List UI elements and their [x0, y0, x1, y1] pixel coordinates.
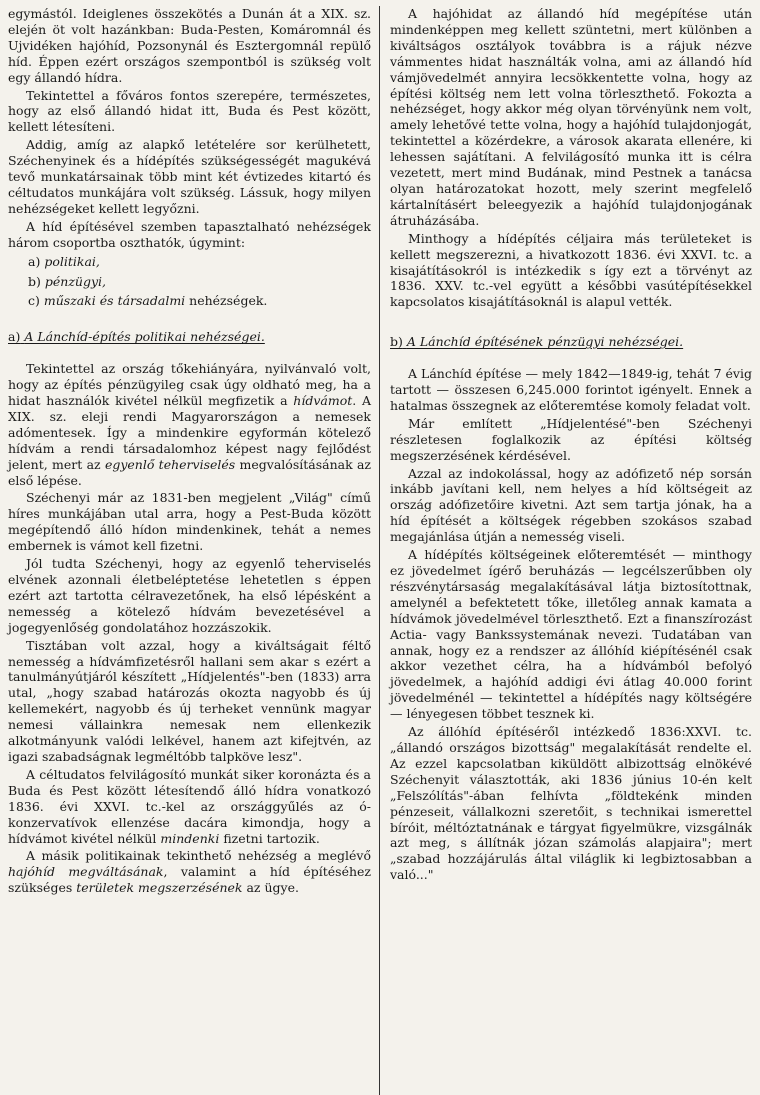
- paragraph: Tekintettel a főváros fontos szerepére, természetes, hogy az első állandó hidat itt, Buda és Pest között, kellett létesíteni.: [8, 87, 371, 135]
- text-run: megvalósításának az első lépése.: [8, 456, 371, 488]
- difficulty-list: [28, 254, 371, 310]
- list-item: [28, 274, 371, 290]
- paragraph: A hajóhidat az állandó híd megépítése után mindenképpen meg kellett szüntetni, mert különben a kiváltságos osztályok továbbra is a rájuk nézve vámmentes hidat használták volna, ami az állandó híd vámjövedelmét annyira lecsökkentette volna, hogy az építési költség nem lett volna törleszthető. Fokozta a nehézséget, hogy akkor még olyan törvényünk nem volt, amely lehetővé tette volna, hogy a hajóhíd tulajdonjogát, tekintettel a közérdekre, a városok akarata ellenére, ki lehessen sajátítani. A felvilágosító munka itt is célra vezetett, mert mind Budának, mind Pestnek a tanácsa olyan határozatokat hozott, mely szerint megfelelő kártalnításért beleegyezik a hajóhíd tulajdonjogának átruházásába.: [390, 6, 752, 228]
- right-column: [380, 6, 752, 1095]
- list-text: pénzügyi,: [44, 273, 106, 289]
- paragraph: Jól tudta Széchenyi, hogy az egyenlő teherviselés elvének azonnali életbeléptetése lehetetlen s éppen ezért azt tartotta célravezetőnek, ha első lépésként a nemesség a kötelező hídvám bevezetésével a jogegyenlőség gondolatához hozzászokik.: [8, 556, 371, 635]
- paragraph: [8, 767, 371, 847]
- paragraph: A hídépítés költségeinek előteremtését — minthogy ez jövedelmet ígérő beruházás — legcélszerűbben oly részvénytársaság megalakításával látja biztosítottnak, amelynél a befektetett tőke, illetőleg annak kamata a hídvámok jövedelmével törleszthető. Ezt a finanszírozást Actia- vagy Bankssystemának nevezi. Tudatában van annak, hogy ez a rendszer az állóhíd kiépítésénél csak akkor vezethet célra, ha a hídvámból befolyó jövedelmek, a hajóhíd addigi évi átlag 40.000 forint jövedelménél — tekintettel a hídépítés nagy költségére — lényegesen többet tesznek ki.: [390, 547, 752, 722]
- paragraph: egymástól. Ideiglenes összekötés a Dunán át a XIX. sz. elején öt volt hazánkban: Buda-Pesten, Komáromnál és Ujvidéken hajóhíd, Pozsonynál és Esztergomnál repülő híd. Éppen ezért országos szempontból is szükség volt egy állandó hídra.: [8, 6, 371, 85]
- paragraph: Széchenyi már az 1831-ben megjelent „Világ" című híres munkájában utal arra, hogy a Pest-Buda között megépítendő álló hídon mindenkinek, tehát a nemes embernek is vámot kell fizetni.: [8, 490, 371, 554]
- paragraph: A Lánchíd építése — mely 1842—1849-ig, tehát 7 évig tartott — összesen 6,245.000 forintot igényelt. Ennek a hatalmas összegnek az előteremtése komoly feladat volt.: [390, 366, 752, 413]
- heading-title: A Lánchíd-építés politikai nehézségei.: [24, 329, 265, 345]
- emphasis: hídvámot: [293, 393, 353, 409]
- paragraph: [8, 848, 371, 896]
- emphasis: területek megszerzésének: [76, 880, 243, 896]
- list-suffix: nehézségek.: [185, 293, 268, 309]
- text-run: . A XIX. sz. eleji rendi Magyarországon a nemesek adómentesek. Így a mindenkire egyformán kötelező hídvám a rendi társadalomhoz képest nagy fejlődést jelent, mert az: [8, 393, 372, 472]
- section-heading-political: [8, 329, 371, 345]
- paragraph: Minthogy a hídépítés céljaira más területeket is kellett megszerezni, a hivatkozott 1836. évi XXVI. tc. a kisajátításokról is intézkedik s így ezt a törvényt az 1836. XXV. tc.-vel együtt a későbbi vasútépítésekkel kapcsolatos kisajátításoknál is alapul vették.: [390, 230, 752, 310]
- emphasis: mindenki: [160, 830, 220, 846]
- paragraph: Azzal az indokolással, hogy az adófizető nép sorsán inkább javítani kell, nem helyes a híd költségeit az ország adófizetőire kivetni. Azt sem tartja jónak, ha a híd építését a költségek régebben szokásos szabad megajánlása útján a nemesség viseli.: [390, 465, 752, 545]
- list-text: politikai,: [44, 253, 100, 269]
- paragraph: Addig, amíg az alapkő letételére sor kerülhetett, Széchenyinek és a hídépítés szükségességét magukévá tevő munkatársainak több mint két évtizedes kitartó és céltudatos munkájára volt szükség. Lássuk, hogy milyen nehézségeket kellett legyőzni.: [8, 137, 371, 216]
- list-text: műszaki és társadalmi: [43, 293, 186, 309]
- paragraph: Tisztában volt azzal, hogy a kiváltságait féltő nemesség a hídvámfizetésről hallani sem akar s ezért a tanulmányútjáról készített „Hídjelentés"-ben (1833) arra utal, „hogy szabad határozás okozta nagyobb és új kellemekért, nagyobb és új terheket vennünk magyar nemesi vállainkra nemesak nem ellenkezik alkotmányunk valódi lelkével, hanem azt kifejtvén, az igazi szabadságnak legméltóbb talpköve lesz".: [8, 637, 371, 764]
- list-item: [28, 293, 371, 309]
- list-marker: c): [28, 293, 40, 309]
- paragraph: A híd építésével szemben tapasztalható nehézségek három csoportba oszthatók, úgymint:: [8, 218, 371, 250]
- section-heading-financial: [390, 334, 752, 350]
- heading-title: A Lánchíd építésének pénzügyi nehézségei.: [406, 334, 684, 350]
- text-run: fizetni tartozik.: [219, 830, 320, 846]
- list-marker: a): [28, 253, 41, 269]
- text-run: , valamint a híd építéséhez szükséges: [8, 864, 371, 896]
- heading-marker: a): [8, 329, 21, 345]
- emphasis: egyenlő teherviselés: [104, 456, 236, 472]
- heading-marker: b): [390, 334, 403, 350]
- paragraph: [8, 361, 371, 488]
- paragraph: Már említett „Hídjelentésé"-ben Széchenyi részletesen foglalkozik az építési költség megszerzésének kérdésével.: [390, 415, 752, 463]
- list-item: [28, 254, 371, 270]
- paragraph: Az állóhíd építéséről intézkedő 1836:XXVI. tc. „állandó országos bizottság" megalakítását rendelte el. Az ezzel kapcsolatban kiküldött albizottság elnökévé Széchenyit választották, aki 1836 június 10-én kelt „Felszólítás"-ában felhívta „földtekénk minden pénzeseit, vállalkozni szeretőit, s technikai ismerettel bíróit, méltóztatnának e tárgyat figyelmükre, vizsgálnák azt meg, s állítnák józan számolás alapjaira"; mert „szabad hozzájárulás által világlik ki legbiztosabban a való...": [390, 724, 752, 883]
- text-run: A másik politikainak tekinthető nehézség a meglévő: [26, 848, 371, 864]
- two-column-layout: [8, 6, 752, 1095]
- text-run: Tekintettel az ország tőkehiányára, nyilvánvaló volt, hogy az építés pénzügyileg csak úgy oldható meg, ha a hidat használók kivétel nélkül megfizetik a: [8, 361, 371, 409]
- list-marker: b): [28, 273, 41, 289]
- text-run: A céltudatos felvilágosító munkát siker koronázta és a Buda és Pest között létesítendő álló hídra vonatkozó 1836. évi XXVI. tc.-kel az országgyűlés az ó-konzervatívok ellenzése dacára kimondja, hogy a hídvámot kivétel nélkül: [8, 766, 371, 846]
- left-column: [8, 6, 380, 1095]
- emphasis: hajóhíd megváltásának: [8, 864, 164, 880]
- text-run: az ügye.: [242, 880, 299, 896]
